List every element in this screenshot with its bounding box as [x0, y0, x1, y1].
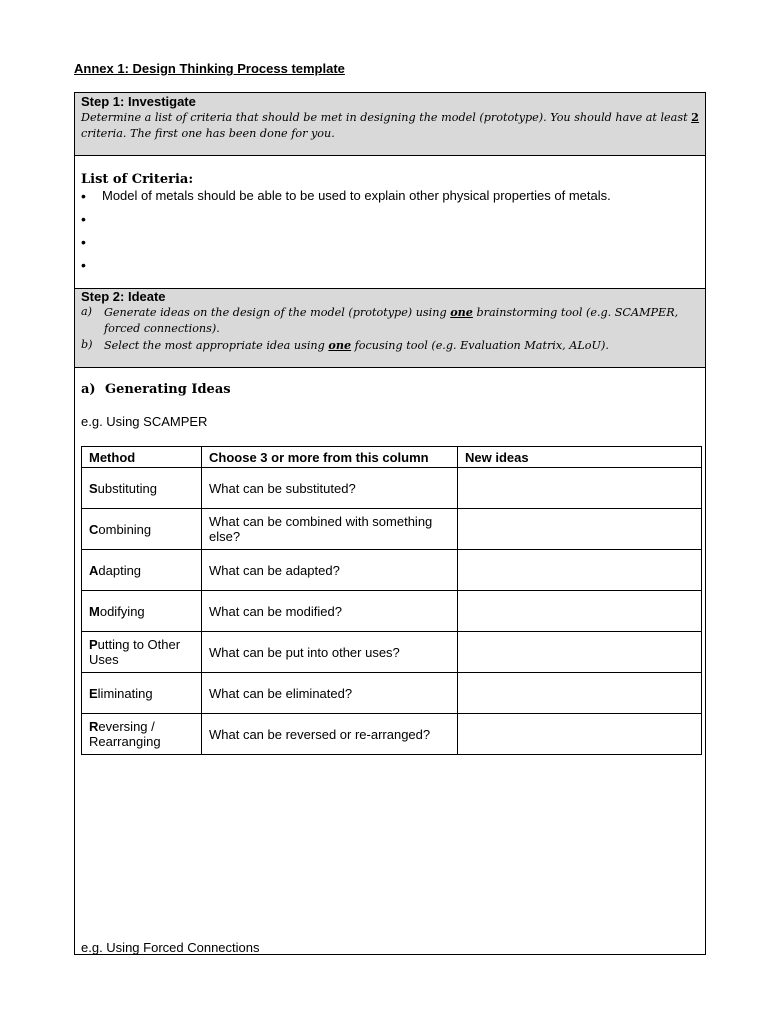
example-forced-connections-label: e.g. Using Forced Connections: [81, 940, 260, 955]
step2-section: [75, 289, 705, 368]
method-cell: Putting to Other Uses: [82, 632, 202, 673]
criteria-item[interactable]: [81, 257, 699, 280]
scamper-table: [81, 446, 702, 755]
new-idea-cell[interactable]: [458, 714, 702, 755]
new-idea-cell[interactable]: [458, 468, 702, 509]
step2-list: [81, 304, 699, 354]
criteria-section: [75, 156, 705, 289]
table-header-row: [82, 447, 702, 468]
header-choose: Choose 3 or more from this column: [202, 447, 458, 468]
step2-emph: one: [328, 338, 352, 352]
example-scamper-label: e.g. Using SCAMPER: [81, 414, 208, 429]
question-cell: What can be combined with something else?: [202, 509, 458, 550]
step2-heading: Step 2: Ideate: [81, 289, 166, 304]
method-cell: Eliminating: [82, 673, 202, 714]
criteria-item[interactable]: [81, 211, 699, 234]
template-frame: [74, 92, 706, 955]
step2-item-b: b) Select the most appropriate idea using one focusing tool (e.g. Evaluation Matrix, ALoU).: [81, 338, 609, 352]
step1-heading: Step 1: Investigate: [81, 94, 196, 109]
step1-section: [75, 93, 705, 156]
table-row: [82, 468, 702, 509]
criteria-list: [81, 188, 699, 280]
criteria-item[interactable]: • Model of metals should be able to be used to explain other physical properties of metals.: [81, 188, 699, 211]
question-cell: What can be eliminated?: [202, 673, 458, 714]
header-method: Method: [82, 447, 202, 468]
table-row: [82, 550, 702, 591]
question-cell: What can be reversed or re-arranged?: [202, 714, 458, 755]
step2-item-a: a) Generate ideas on the design of the model (prototype) using one brainstorming tool (e.g. SCAMPER, forced connections).: [81, 305, 679, 335]
annex-title: Annex 1: Design Thinking Process template: [74, 61, 345, 76]
method-cell: Adapting: [82, 550, 202, 591]
new-idea-cell[interactable]: [458, 591, 702, 632]
table-row: [82, 509, 702, 550]
question-cell: What can be adapted?: [202, 550, 458, 591]
table-row: [82, 591, 702, 632]
new-idea-cell[interactable]: [458, 509, 702, 550]
criteria-item[interactable]: [81, 234, 699, 257]
step2-emph: one: [450, 305, 473, 319]
new-idea-cell[interactable]: [458, 673, 702, 714]
header-new-ideas: New ideas: [458, 447, 702, 468]
table-row: [82, 632, 702, 673]
question-cell: What can be substituted?: [202, 468, 458, 509]
generating-ideas-heading: a) Generating Ideas: [81, 382, 231, 397]
criteria-title: List of Criteria:: [81, 172, 194, 187]
method-cell: Substituting: [82, 468, 202, 509]
question-cell: What can be modified?: [202, 591, 458, 632]
method-cell: Reversing / Rearranging: [82, 714, 202, 755]
new-idea-cell[interactable]: [458, 632, 702, 673]
step1-emph: 2: [691, 110, 699, 124]
new-idea-cell[interactable]: [458, 550, 702, 591]
question-cell: What can be put into other uses?: [202, 632, 458, 673]
method-cell: Modifying: [82, 591, 202, 632]
table-row: [82, 714, 702, 755]
step1-instruction: Determine a list of criteria that should be met in designing the model (prototype). You should have at least 2 criteria. The first one has been done for you.: [81, 110, 699, 140]
method-cell: Combining: [82, 509, 202, 550]
table-row: [82, 673, 702, 714]
